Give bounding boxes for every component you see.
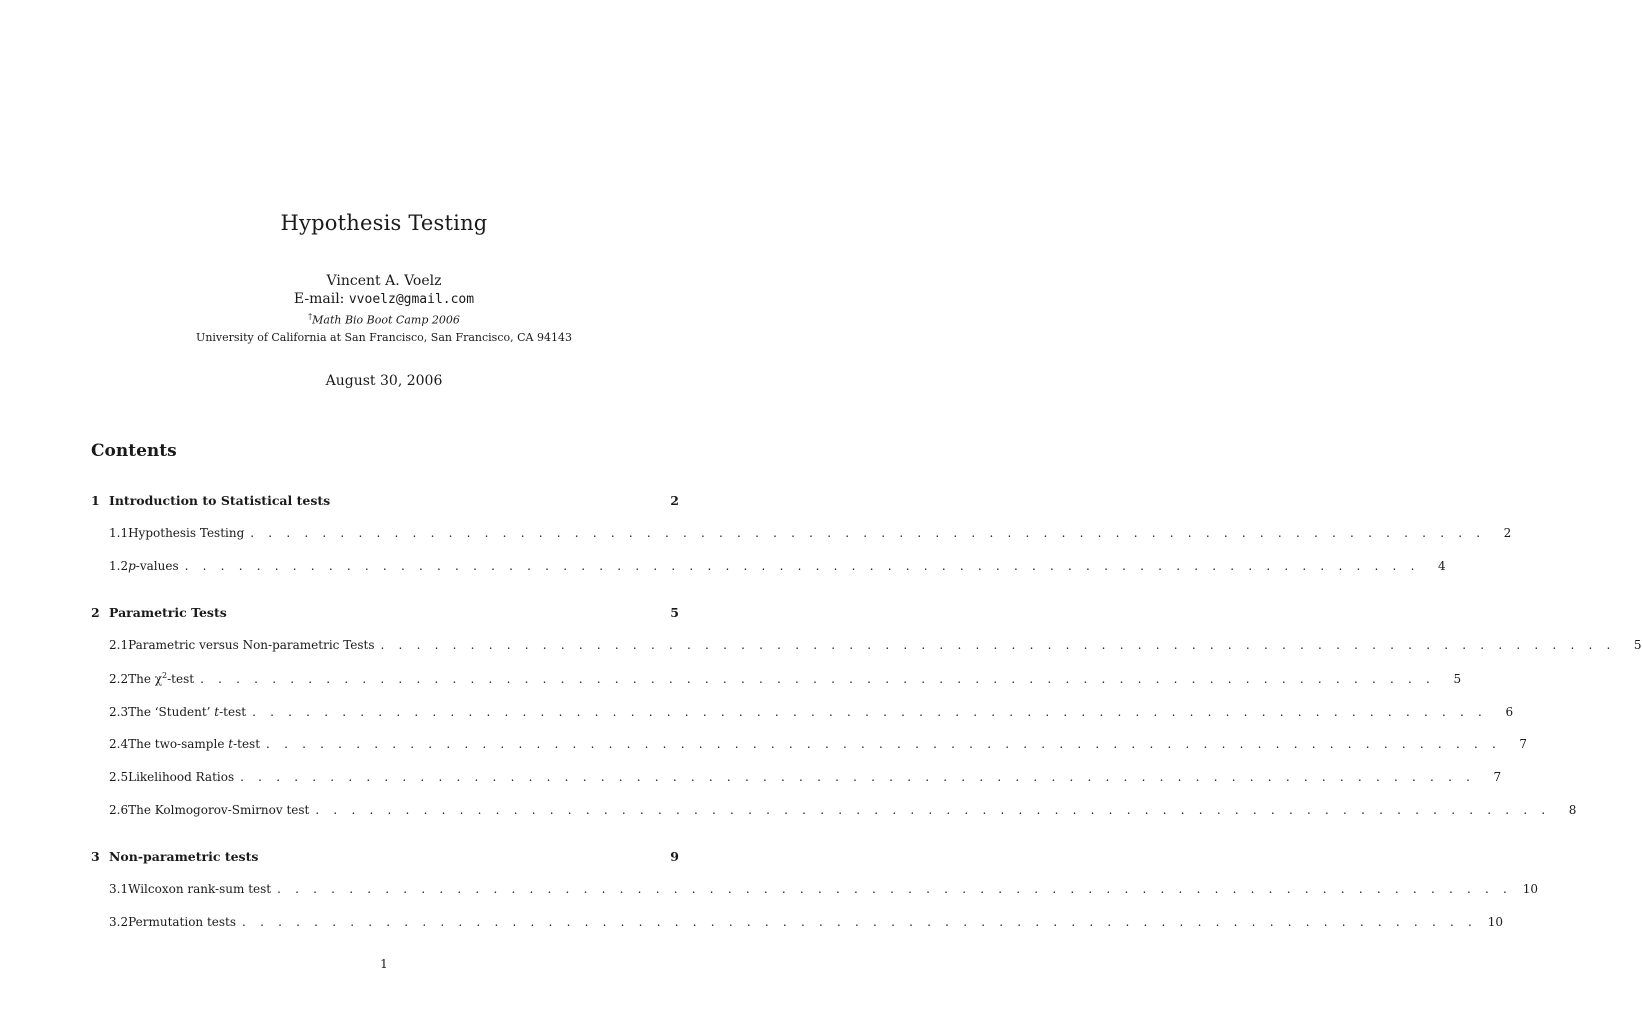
toc-title-prefix: The ‘Student’ (128, 705, 215, 719)
toc-subsection-page: 7 (1519, 737, 1528, 751)
toc-subsection-title[interactable] (128, 737, 264, 751)
document-date: August 30, 2006 (325, 373, 443, 389)
toc-subsection-title[interactable] (128, 705, 250, 719)
toc-subsection-page: 7 (1493, 770, 1502, 784)
email-address[interactable]: vvoelz@gmail.com (348, 292, 475, 307)
toc-title-suffix: -test (219, 705, 247, 719)
toc-dot-leader: . . . . . . . . . . . . . . . . . . . . . . . . . . . . . . . . . . . . . . . . . . . . . . . . . . . . . . . . . . . . . . . . . . . . . (380, 638, 1616, 652)
toc-subsection-number: 2.3 (109, 705, 129, 719)
toc-section-title[interactable]: Introduction to Statistical tests (109, 493, 331, 508)
toc-subsection-entry[interactable] (91, 638, 1642, 656)
toc-title-suffix: -test (167, 672, 195, 686)
toc-subsection-page: 4 (1437, 559, 1446, 573)
math-variable: p (128, 559, 136, 573)
toc-subsection-entry[interactable] (91, 671, 1462, 689)
toc-subsection-title[interactable]: Wilcoxon rank-sum test (128, 882, 272, 896)
toc-subsection-entry[interactable] (91, 705, 1514, 723)
author-name: Vincent A. Voelz (326, 273, 442, 289)
toc-dot-leader: . . . . . . . . . . . . . . . . . . . . . . . . . . . . . . . . . . . . . . . . . . . . . . . . . . . . . . . . . . . . . . . . . . . . . (240, 770, 1476, 784)
affiliation-text: Math Bio Boot Camp 2006 (312, 313, 460, 327)
toc-subsection-entry[interactable] (91, 915, 1504, 933)
chi-symbol: χ (154, 672, 163, 686)
toc-dot-leader: . . . . . . . . . . . . . . . . . . . . . . . . . . . . . . . . . . . . . . . . . . . . . . . . . . . . . . . . . . . . . . . . . . . . . (250, 526, 1486, 540)
toc-subsection-entry[interactable] (91, 559, 1446, 577)
toc-subsection-entry[interactable] (91, 770, 1502, 788)
email-line (0, 290, 768, 309)
toc-subsection-entry[interactable] (91, 803, 1577, 821)
toc-subsection-number: 2.5 (109, 770, 129, 784)
toc-title-suffix: -values (135, 559, 179, 573)
contents-heading: Contents (91, 441, 177, 461)
affiliation-line (0, 309, 768, 329)
math-variable: t (228, 737, 234, 751)
toc-dot-leader: . . . . . . . . . . . . . . . . . . . . . . . . . . . . . . . . . . . . . . . . . . . . . . . . . . . . . . . . . . . . . . . . . . . . . (315, 803, 1551, 817)
toc-section-entry[interactable] (91, 605, 679, 623)
author-block (0, 272, 768, 347)
toc-title-suffix: -test (233, 737, 261, 751)
toc-subsection-entry[interactable] (91, 882, 1539, 900)
toc-section-number: 2 (91, 605, 100, 620)
toc-section-page: 9 (670, 849, 679, 864)
toc-section-page: 2 (670, 493, 679, 508)
toc-subsection-number: 2.1 (109, 638, 129, 652)
toc-subsection-number: 1.2 (109, 559, 129, 573)
toc-subsection-title[interactable] (128, 671, 198, 686)
toc-subsection-page: 6 (1505, 705, 1514, 719)
toc-subsection-number: 3.1 (109, 882, 129, 896)
toc-subsection-title[interactable]: Permutation tests (128, 915, 237, 929)
toc-subsection-number: 2.6 (109, 803, 129, 817)
toc-dot-leader: . . . . . . . . . . . . . . . . . . . . . . . . . . . . . . . . . . . . . . . . . . . . . . . . . . . . . . . . . . . . . . . . . . . . . (242, 915, 1478, 929)
toc-subsection-page: 8 (1568, 803, 1577, 817)
page-number: 1 (380, 957, 388, 971)
toc-section-page: 5 (670, 605, 679, 620)
document-title: Hypothesis Testing (280, 211, 488, 235)
toc-subsection-title[interactable]: Parametric versus Non-parametric Tests (128, 638, 375, 652)
toc-subsection-page: 5 (1453, 672, 1462, 686)
toc-subsection-page: 2 (1503, 526, 1512, 540)
toc-subsection-number: 2.4 (109, 737, 129, 751)
toc-dot-leader: . . . . . . . . . . . . . . . . . . . . . . . . . . . . . . . . . . . . . . . . . . . . . . . . . . . . . . . . . . . . . . . . . . . . . (184, 559, 1420, 573)
toc-dot-leader: . . . . . . . . . . . . . . . . . . . . . . . . . . . . . . . . . . . . . . . . . . . . . . . . . . . . . . . . . . . . . . . . . . . . . (266, 737, 1502, 751)
toc-subsection-page: 5 (1633, 638, 1642, 652)
superscript-two: 2 (162, 671, 168, 680)
toc-title-prefix: The two-sample (128, 737, 229, 751)
university-line: University of California at San Francisco, San Francisco, CA 94143 (196, 330, 572, 344)
toc-subsection-number: 3.2 (109, 915, 129, 929)
toc-dot-leader: . . . . . . . . . . . . . . . . . . . . . . . . . . . . . . . . . . . . . . . . . . . . . . . . . . . . . . . . . . . . . . . . . . . . . (252, 705, 1488, 719)
toc-title-prefix: The (128, 672, 155, 686)
toc-subsection-entry[interactable] (91, 526, 1512, 544)
toc-section-number: 1 (91, 493, 100, 508)
toc-section-entry[interactable] (91, 493, 679, 511)
email-label: E-mail: (293, 291, 349, 307)
toc-dot-leader: . . . . . . . . . . . . . . . . . . . . . . . . . . . . . . . . . . . . . . . . . . . . . . . . . . . . . . . . . . . . . . . . . . . . . (200, 672, 1436, 686)
toc-subsection-entry[interactable] (91, 737, 1528, 755)
math-variable: t (214, 705, 220, 719)
toc-subsection-title[interactable] (128, 559, 183, 573)
toc-subsection-number: 1.1 (109, 526, 129, 540)
toc-section-entry[interactable] (91, 849, 679, 867)
toc-subsection-page: 10 (1522, 882, 1539, 896)
toc-subsection-page: 10 (1487, 915, 1504, 929)
toc-subsection-number: 2.2 (109, 672, 129, 686)
toc-section-title[interactable]: Non-parametric tests (109, 849, 259, 864)
toc-subsection-title[interactable]: Hypothesis Testing (128, 526, 245, 540)
toc-subsection-title[interactable]: Likelihood Ratios (128, 770, 235, 784)
affiliation-dagger: † (308, 312, 313, 321)
toc-subsection-title[interactable]: The Kolmogorov-Smirnov test (128, 803, 310, 817)
toc-section-number: 3 (91, 849, 100, 864)
toc-section-title[interactable]: Parametric Tests (109, 605, 227, 620)
toc-dot-leader: . . . . . . . . . . . . . . . . . . . . . . . . . . . . . . . . . . . . . . . . . . . . . . . . . . . . . . . . . . . . . . . . . . . . . (277, 882, 1513, 896)
